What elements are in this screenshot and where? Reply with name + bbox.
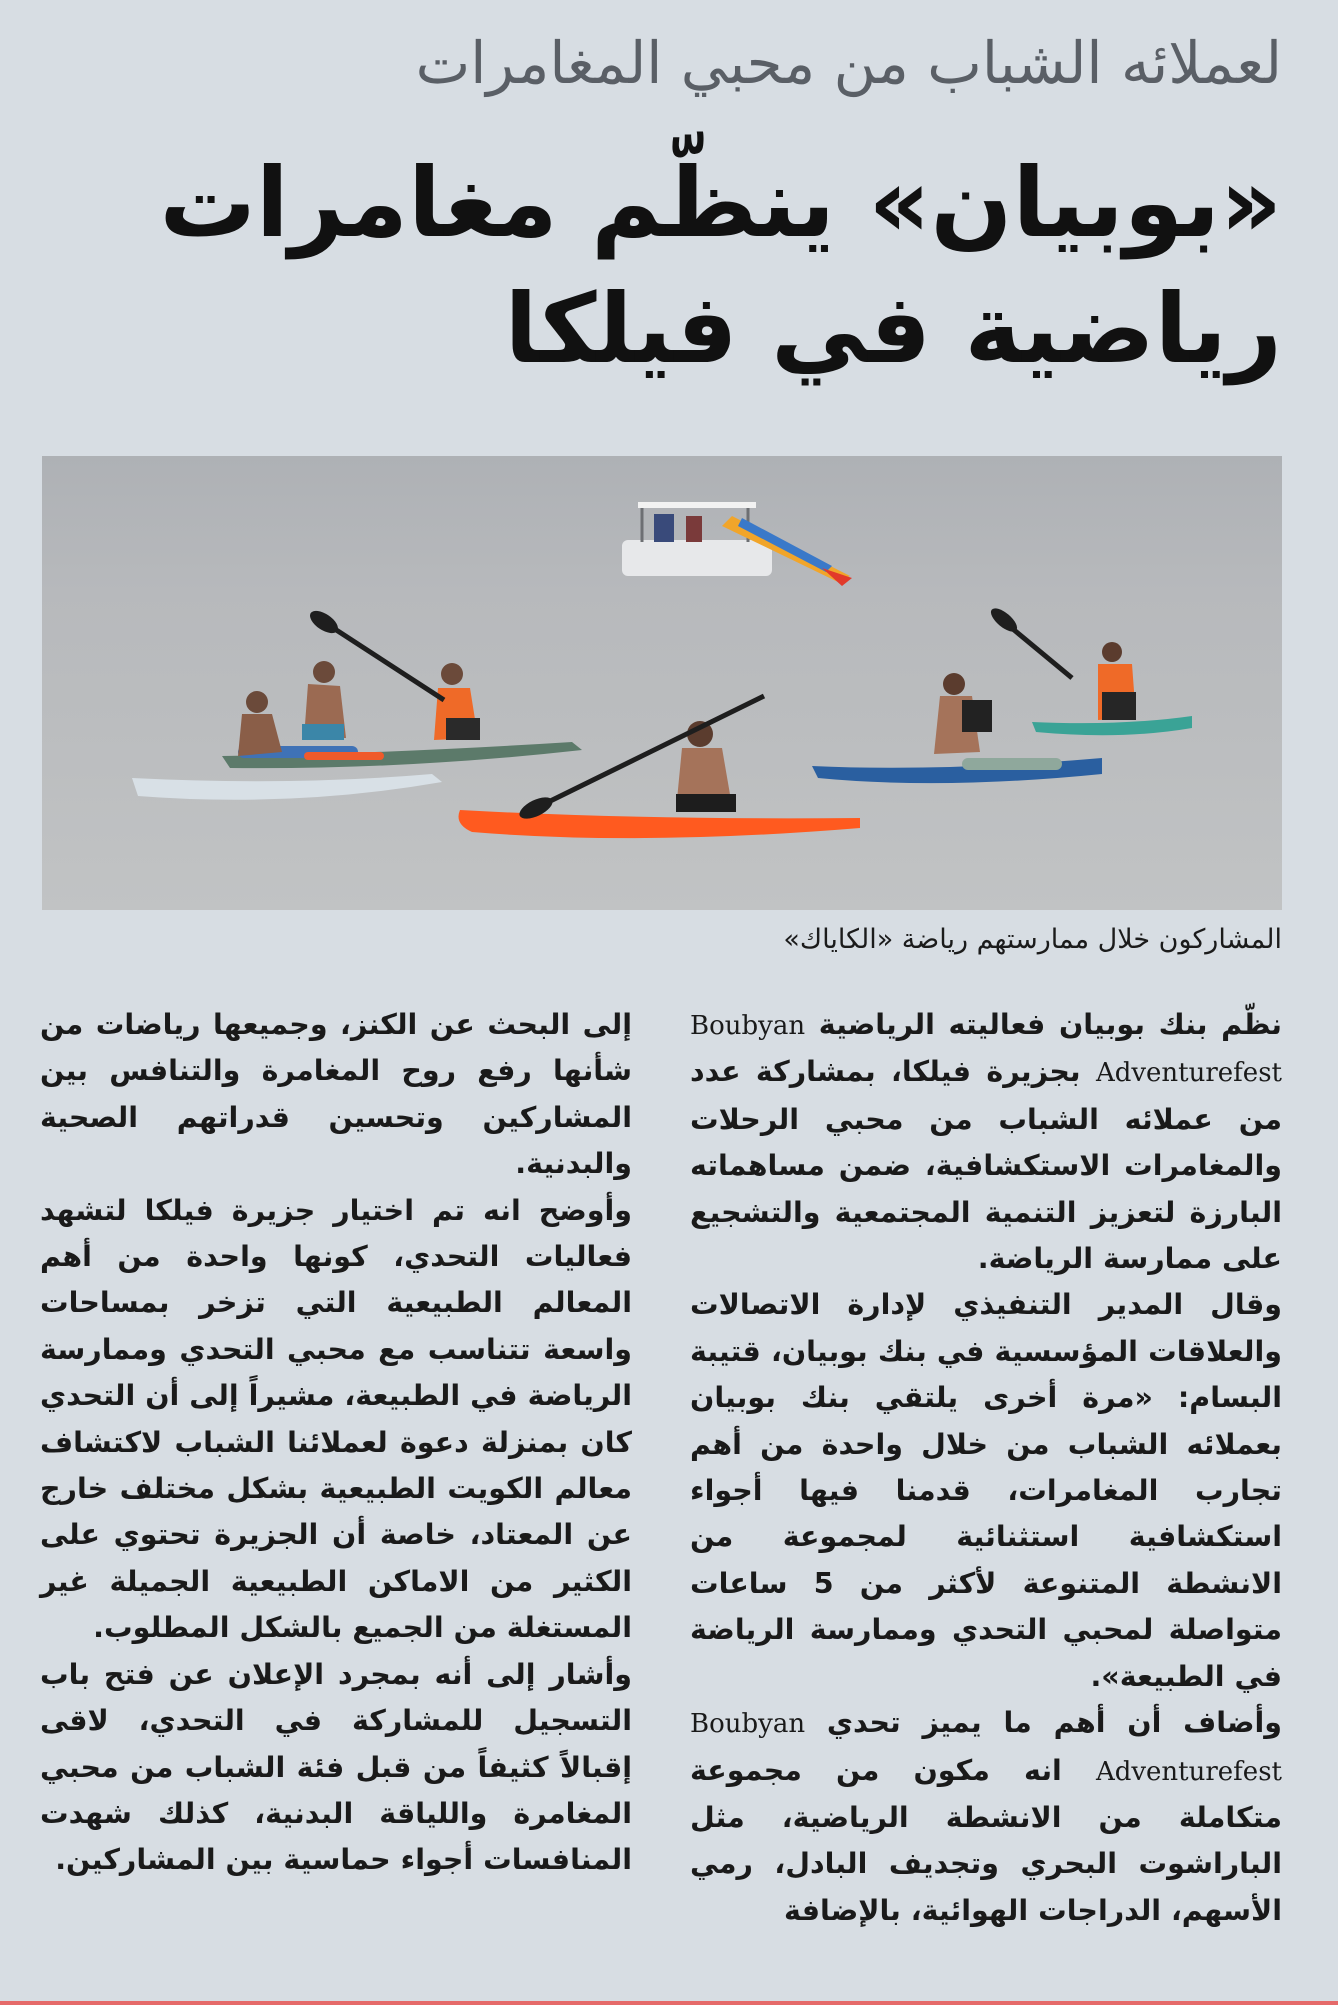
kicker: لعملائه الشباب من محبي المغامرات: [415, 29, 1282, 97]
event-name: Boubyan Adventurefest: [690, 1709, 1282, 1787]
paragraph: وأوضح انه تم اختيار جزيرة فيلكا لتشهد فعاليات التحدي، كونها واحدة من أهم المعالم الطبيعية التي تزخر بمساحات واسعة تتناسب مع محبي التحدي وممارسة الرياضة في الطبيعة، مشيراً إلى أن التحدي كان بمنزلة دعوة لعملائنا الشباب لاكتشاف معالم الكويت الطبيعية بشكل مختلف خارج عن المعتاد، خاصة أن الجزيرة تحتوي على الكثير من الاماكن الطبيعية الجميلة غير المستغلة من الجميع بالشكل المطلوب.: [40, 1193, 632, 1645]
headline-line-1: «بوبيان» ينظّم مغامرات: [159, 147, 1282, 259]
kayak-scene-illustration: [42, 456, 1282, 910]
paragraph: [690, 1700, 1282, 1934]
paragraph: وقال المدير التنفيذي لإدارة الاتصالات والعلاقات المؤسسية في بنك بوبيان، قتيبة البسام: «مرة أخرى يلتقي بنك بوبيان بعملائه الشباب من خلال واحدة من أهم تجارب المغامرات، قدمنا فيها أجواء استكشافية استثنائية لمجموعة من الانشطة المتنوعة لأكثر من 5 ساعات متواصلة لمحبي التحدي وممارسة الرياضة في الطبيعة».: [690, 1288, 1282, 1693]
boat: [622, 502, 852, 586]
paragraph: وأشار إلى أنه بمجرد الإعلان عن فتح باب التسجيل للمشاركة في التحدي، لاقى إقبالاً كثيفاً من قبل فئة الشباب من محبي المغامرة واللياقة البدنية، كذلك شهدت المنافسات أجواء حماسية بين المشاركين.: [40, 1657, 632, 1877]
orange-kayak: [459, 696, 861, 838]
paragraph: إلى البحث عن الكنز، وجميعها رياضات من شأنها رفع روح المغامرة والتنافس بين المشاركين وتحسين قدراتهم الصحية والبدنية.: [40, 1008, 632, 1181]
bottom-rule: [0, 2001, 1338, 2005]
article-column-left: [40, 1002, 632, 1884]
paragraph-text: وأضاف أن أهم ما يميز تحدي: [805, 1706, 1282, 1740]
kayak-group-right: [812, 604, 1192, 783]
event-name: Boubyan Adventurefest: [690, 1011, 1282, 1089]
article-column-right: [690, 1002, 1282, 1934]
headline-line-2: رياضية في فيلكا: [504, 273, 1282, 385]
kayak-group-left: [132, 606, 582, 799]
paragraph: [690, 1002, 1282, 1282]
paragraph-text: بجزيرة فيلكا، بمشاركة عدد من عملائه الشباب من محبي الرحلات والمغامرات الاستكشافية، ضمن مساهماته البارزة لتعزيز التنمية المجتمعية والتشجيع على ممارسة الرياضة.: [690, 1055, 1282, 1276]
headline: [40, 140, 1282, 392]
paragraph-text: انه مكون من مجموعة متكاملة من الانشطة الرياضية، مثل الباراشوت البحري وتجديف البادل، رمي الأسهم، الدراجات الهوائية، بالإضافة: [690, 1753, 1282, 1927]
paragraph-text: نظّم بنك بوبيان فعاليته الرياضية: [805, 1008, 1282, 1041]
kayak-photo: [42, 456, 1282, 910]
photo-caption: المشاركون خلال ممارستهم رياضة «الكاياك»: [783, 924, 1282, 955]
